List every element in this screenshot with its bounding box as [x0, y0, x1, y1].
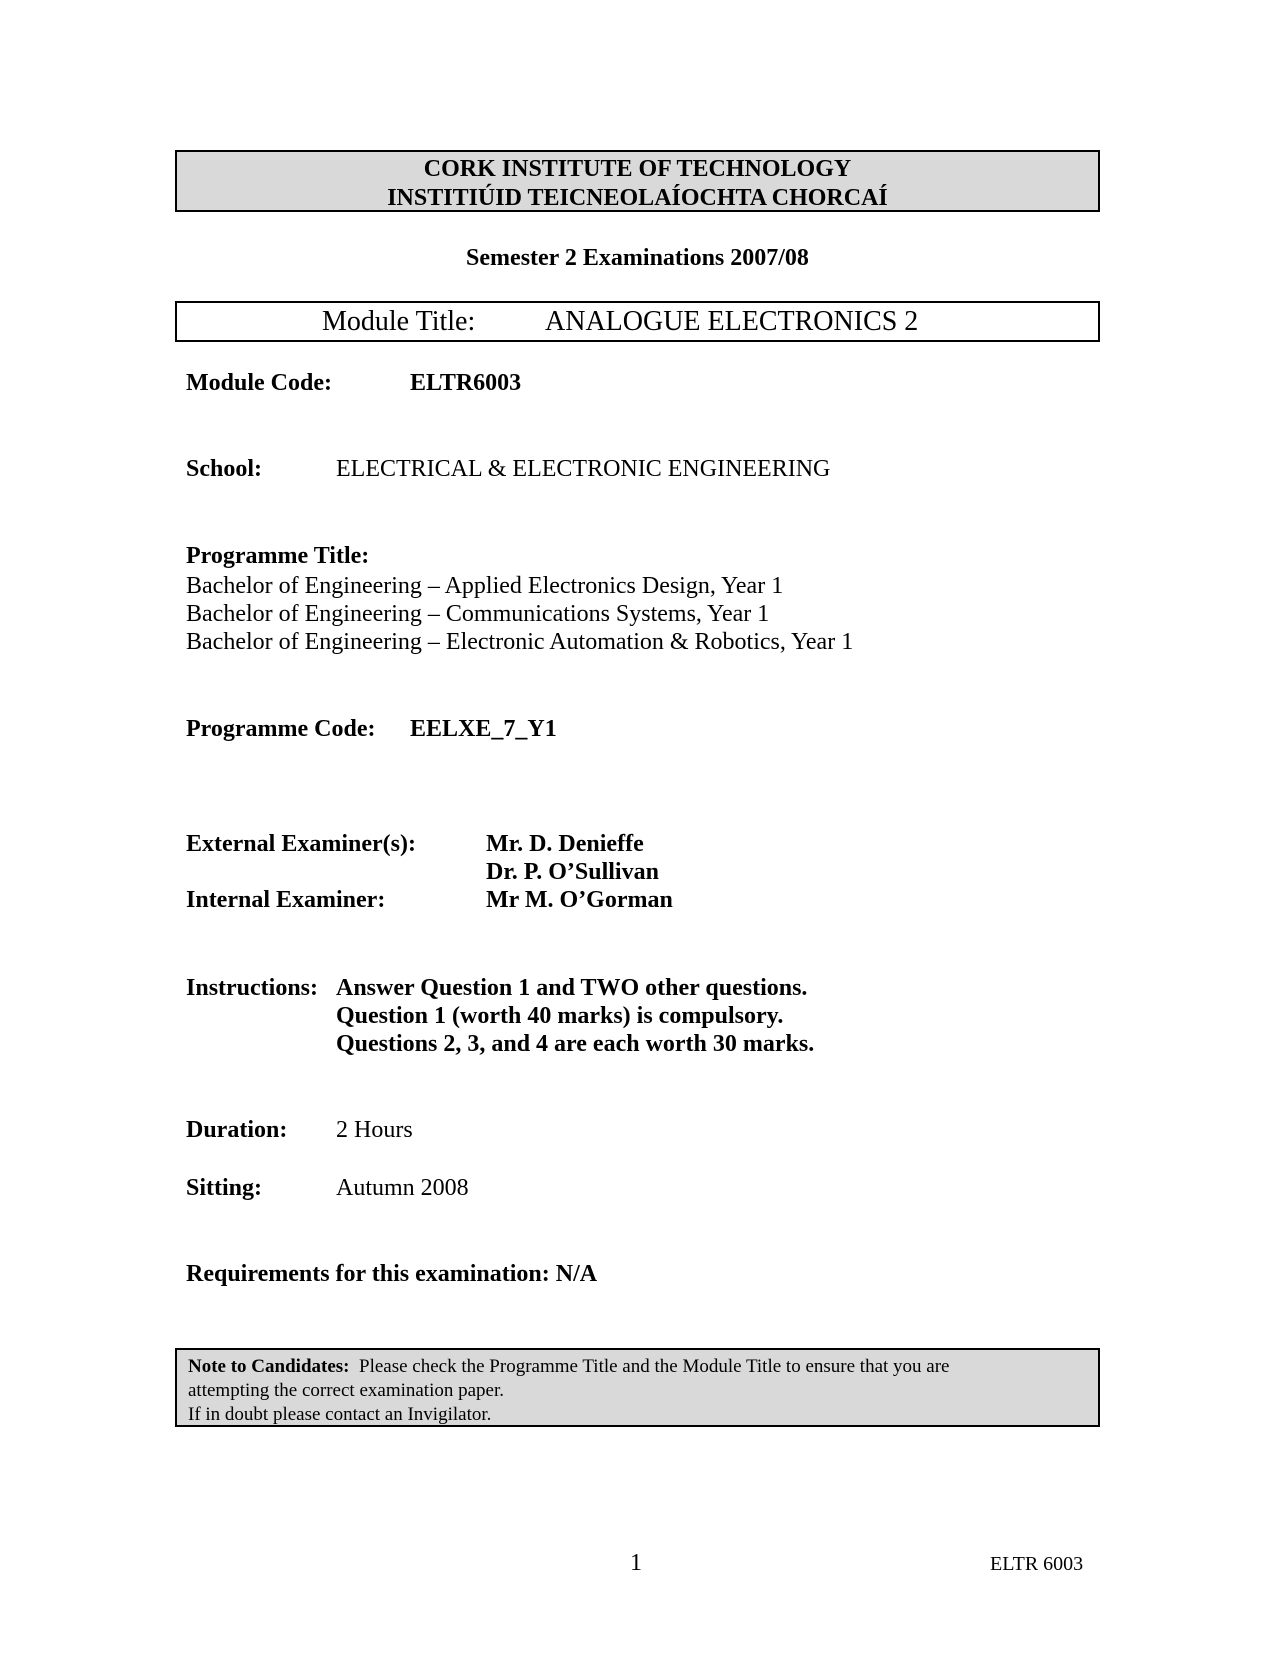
module-code-label: Module Code: [186, 370, 332, 396]
note-label: Note to Candidates: [188, 1356, 350, 1377]
page-number: 1 [630, 1550, 642, 1576]
note-text: Please check the Programme Title and the Module Title to ensure that you are [359, 1356, 950, 1377]
internal-examiner-label: Internal Examiner: [186, 887, 386, 913]
school-value: ELECTRICAL & ELECTRONIC ENGINEERING [336, 456, 831, 482]
instruction-line: Answer Question 1 and TWO other questions. [336, 975, 808, 1001]
programme-title-line: Bachelor of Engineering – Applied Electronics Design, Year 1 [186, 573, 784, 599]
module-title-box [175, 301, 1100, 342]
programme-title-line: Bachelor of Engineering – Electronic Automation & Robotics, Year 1 [186, 629, 854, 655]
footer-module-code: ELTR 6003 [990, 1553, 1084, 1575]
programme-code-label: Programme Code: [186, 716, 376, 742]
institute-name-english: CORK INSTITUTE OF TECHNOLOGY [423, 156, 852, 182]
instruction-line: Questions 2, 3, and 4 are each worth 30 marks. [336, 1031, 815, 1057]
institute-header-box [175, 150, 1100, 212]
programme-title-label: Programme Title: [186, 543, 370, 569]
module-title-label: Module Title: [322, 306, 476, 337]
institute-name-irish: INSTITIÚID TEICNEOLAÍOCHTA CHORCAÍ [387, 185, 888, 211]
external-examiner-name: Mr. D. Denieffe [486, 831, 644, 857]
school-label: School: [186, 456, 263, 482]
note-line: attempting the correct examination paper. [188, 1380, 505, 1401]
requirements-line: Requirements for this examination: N/A [186, 1261, 598, 1287]
note-line: If in doubt please contact an Invigilator. [188, 1404, 492, 1425]
sitting-label: Sitting: [186, 1175, 263, 1201]
external-examiner-name: Dr. P. O’Sullivan [486, 859, 659, 885]
semester-heading: Semester 2 Examinations 2007/08 [466, 245, 809, 271]
instructions-label: Instructions: [186, 975, 319, 1001]
note-line [188, 1355, 1098, 1379]
sitting-value: Autumn 2008 [336, 1175, 469, 1201]
internal-examiner-name: Mr M. O’Gorman [486, 887, 673, 913]
module-code-value: ELTR6003 [410, 370, 522, 396]
module-title-value: ANALOGUE ELECTRONICS 2 [545, 306, 919, 337]
duration-value: 2 Hours [336, 1117, 413, 1143]
note-to-candidates-box [175, 1348, 1100, 1427]
duration-label: Duration: [186, 1117, 288, 1143]
programme-title-line: Bachelor of Engineering – Communications Systems, Year 1 [186, 601, 770, 627]
external-examiners-label: External Examiner(s): [186, 831, 416, 857]
programme-code-value: EELXE_7_Y1 [410, 716, 557, 742]
instruction-line: Question 1 (worth 40 marks) is compulsory. [336, 1003, 784, 1029]
